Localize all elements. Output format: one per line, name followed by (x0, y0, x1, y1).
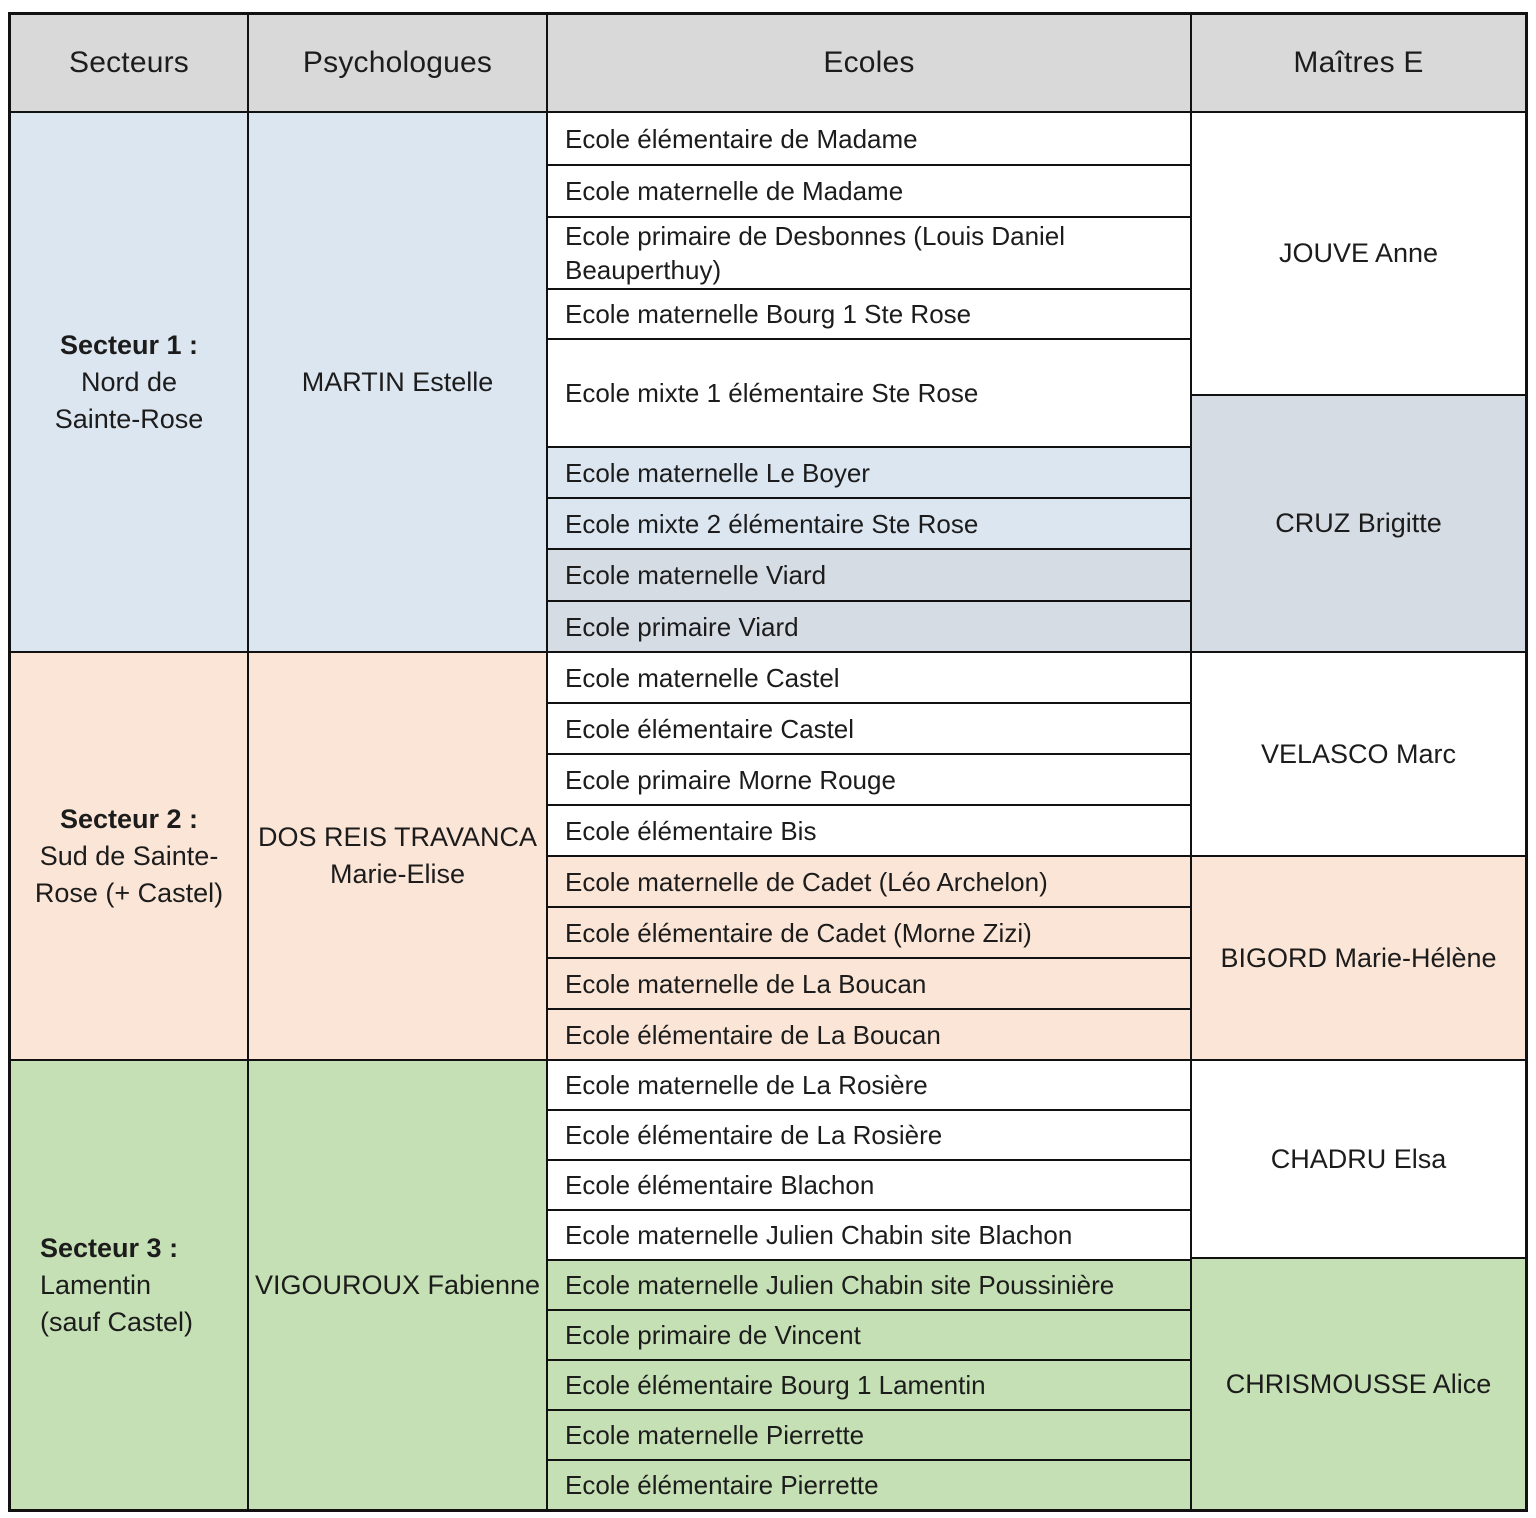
sector-1-title: Secteur 1 : (59, 329, 199, 360)
psychologue-cell-sector-2 (249, 653, 546, 1061)
maitre-cell-cruz (1192, 396, 1525, 653)
school-cell (548, 1261, 1190, 1311)
maitre-cell-velasco (1192, 653, 1525, 857)
school-cell (548, 113, 1190, 166)
psychologue-name: VIGOUROUX Fabienne (254, 1269, 541, 1300)
school-name: Ecole maternelle de Cadet (Léo Archelon) (565, 866, 1048, 897)
sector-2-line3: Rose (+ Castel) (34, 877, 224, 908)
school-name: Ecole primaire de Desbonnes (Louis Daniel Beauperthuy) (565, 221, 1066, 285)
school-name: Ecole maternelle Julien Chabin site Blachon (565, 1220, 1073, 1250)
school-cell (548, 218, 1190, 290)
school-cell (548, 290, 1190, 340)
maitre-cell-bigord (1192, 857, 1525, 1061)
school-name: Ecole maternelle Le Boyer (565, 457, 870, 488)
school-cell (548, 653, 1190, 704)
school-cell (548, 499, 1190, 550)
column-ecoles (548, 15, 1192, 1509)
school-name: Ecole élémentaire de La Boucan (565, 1019, 941, 1050)
school-cell (548, 550, 1190, 602)
school-name: Ecole maternelle Bourg 1 Ste Rose (565, 299, 972, 329)
header-cell-maitres-e: Maîtres E (1192, 15, 1525, 113)
school-name: Ecole élémentaire Bis (565, 815, 817, 846)
psychologue-cell-sector-1 (249, 113, 546, 653)
sector-1-label-cell (11, 113, 247, 653)
school-cell (548, 1361, 1190, 1411)
school-name: Ecole primaire de Vincent (565, 1320, 861, 1350)
school-name: Ecole élémentaire de Cadet (Morne Zizi) (565, 917, 1032, 948)
school-name: Ecole élémentaire de Madame (565, 123, 918, 154)
column-secteurs (11, 15, 249, 1509)
school-cell (548, 959, 1190, 1010)
school-cell (548, 602, 1190, 653)
school-name: Ecole maternelle Viard (565, 560, 827, 590)
column-psychologues (249, 15, 548, 1509)
maitre-name: VELASCO Marc (1260, 738, 1457, 769)
school-name: Ecole élémentaire de La Rosière (565, 1120, 943, 1150)
school-name: Ecole maternelle Pierrette (565, 1420, 865, 1450)
school-cell (548, 908, 1190, 959)
maitre-name: BIGORD Marie-Hélène (1220, 942, 1497, 973)
school-name: Ecole mixte 2 élémentaire Ste Rose (565, 508, 979, 539)
school-cell (548, 806, 1190, 857)
header-cell-ecoles: Ecoles (548, 15, 1190, 113)
maitre-name: CRUZ Brigitte (1275, 508, 1442, 538)
school-name: Ecole maternelle Castel (565, 662, 840, 693)
psychologue-name: MARTIN Estelle (301, 366, 494, 397)
school-cell (548, 448, 1190, 499)
school-cell (548, 1411, 1190, 1461)
psychologue-name-line2: Marie-Elise (329, 859, 466, 889)
school-cell (548, 1211, 1190, 1261)
maitre-cell-jouve (1192, 113, 1525, 396)
header-cell-secteurs: Secteurs (11, 15, 247, 113)
sector-2-title: Secteur 2 : (59, 803, 199, 834)
maitre-name: CHADRU Elsa (1270, 1143, 1447, 1174)
school-cell (548, 1461, 1190, 1509)
school-name: Ecole primaire Morne Rouge (565, 764, 896, 795)
sector-3-title: Secteur 3 : (40, 1232, 179, 1263)
sector-3-label-cell (11, 1061, 247, 1509)
sector-3-line2: Lamentin (40, 1269, 152, 1300)
school-name: Ecole maternelle Julien Chabin site Poussinière (565, 1270, 1115, 1300)
sector-2-label-cell (11, 653, 247, 1061)
school-cell (548, 1061, 1190, 1111)
school-name: Ecole maternelle de Madame (565, 176, 904, 206)
sector-3-line3: (sauf Castel) (40, 1306, 194, 1337)
affectation-table (8, 12, 1528, 1512)
maitre-cell-chrismousse (1192, 1259, 1525, 1509)
psychologue-cell-sector-3 (249, 1061, 546, 1509)
school-name: Ecole maternelle de La Rosière (565, 1070, 928, 1100)
sector-1-line3: Sainte-Rose (54, 403, 204, 434)
maitre-name: JOUVE Anne (1278, 238, 1439, 268)
school-name: Ecole élémentaire Pierrette (565, 1470, 879, 1500)
maitre-cell-chadru (1192, 1061, 1525, 1259)
school-name: Ecole maternelle de La Boucan (565, 968, 927, 999)
school-cell (548, 1111, 1190, 1161)
school-name: Ecole élémentaire Blachon (565, 1170, 875, 1200)
school-cell (548, 1010, 1190, 1061)
school-cell (548, 166, 1190, 218)
sector-2-line2: Sud de Sainte- (39, 840, 219, 871)
school-name: Ecole primaire Viard (565, 611, 799, 642)
maitre-name: CHRISMOUSSE Alice (1225, 1368, 1492, 1399)
school-cell (548, 1161, 1190, 1211)
header-cell-psychologues: Psychologues (249, 15, 546, 113)
school-name: Ecole élémentaire Bourg 1 Lamentin (565, 1370, 986, 1400)
school-cell (548, 340, 1190, 448)
school-cell (548, 1311, 1190, 1361)
school-name: Ecole mixte 1 élémentaire Ste Rose (565, 378, 979, 408)
sector-1-line2: Nord de (80, 366, 178, 397)
school-cell (548, 857, 1190, 908)
school-name: Ecole élémentaire Castel (565, 713, 855, 744)
column-maitres-e (1192, 15, 1525, 1509)
psychologue-name: DOS REIS TRAVANCA (257, 822, 538, 852)
school-cell (548, 704, 1190, 755)
school-cell (548, 755, 1190, 806)
